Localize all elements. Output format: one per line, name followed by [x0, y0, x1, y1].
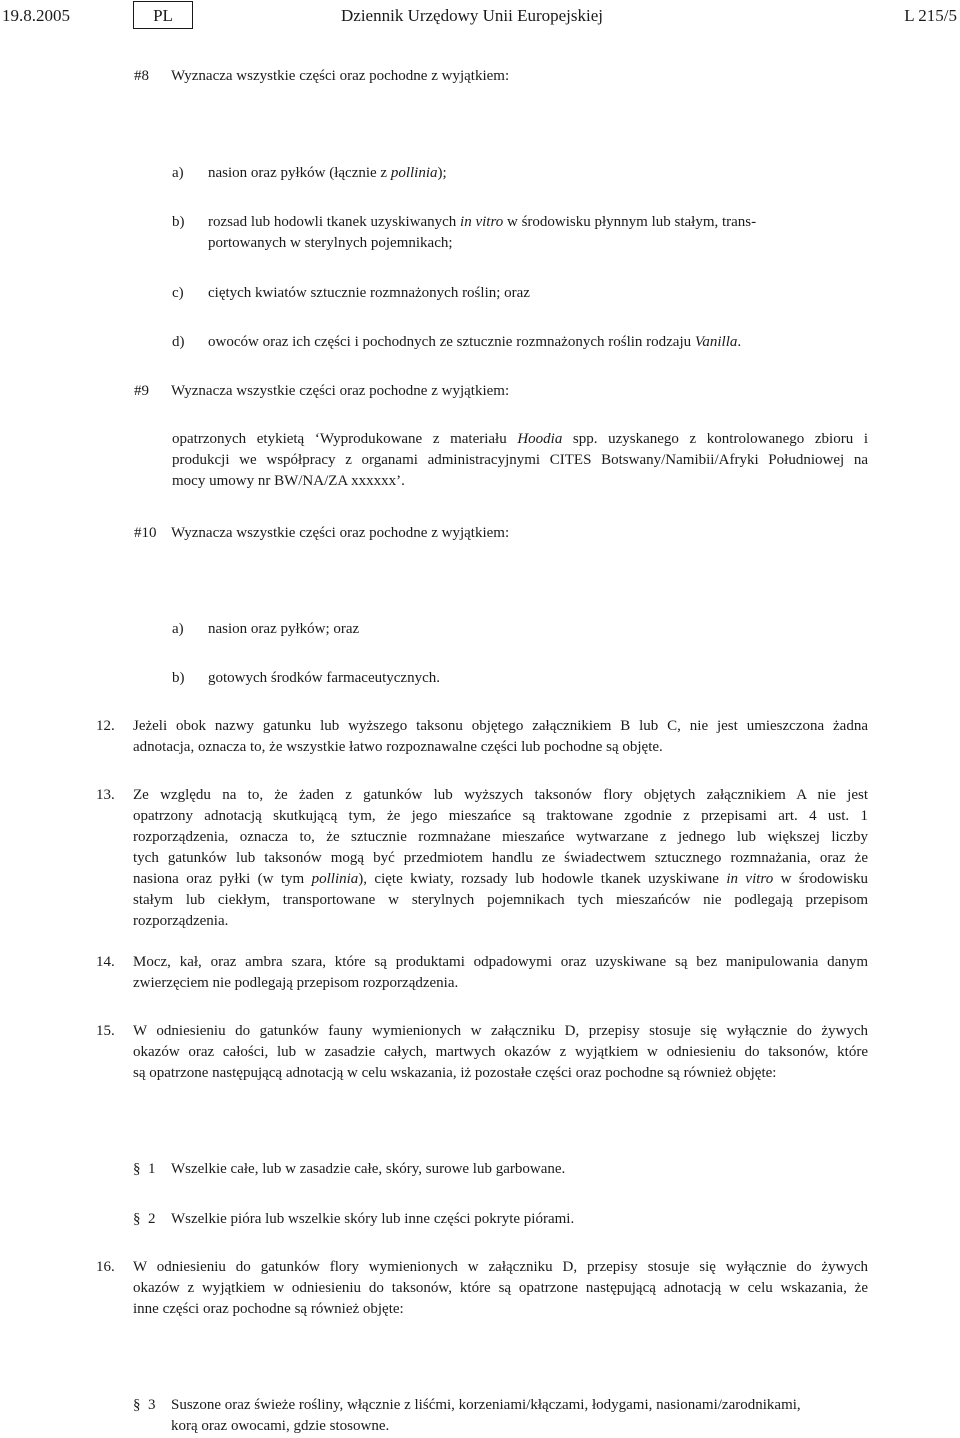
note-10-tag: #10 — [134, 525, 157, 541]
paragraph-14-line2: zwierzęciem nie podlegają przepisom rozporządzenia. — [133, 975, 459, 991]
paragraph-16-number: 16. — [96, 1259, 115, 1275]
section-sign-icon: § — [133, 1211, 141, 1227]
paragraph-14-line1: Mocz, kał, oraz ambra szara, które są produktami odpadowymi oraz uzyskiwane są bez manipulowania danym — [133, 954, 868, 970]
note-9-tag: #9 — [134, 383, 149, 399]
publication-date: 19.8.2005 — [2, 6, 70, 25]
paragraph-15-line1: W odniesieniu do gatunków fauny wymienionych w załączniku D, przepisy stosuje się wyłącznie do żywych — [133, 1023, 868, 1039]
annotation-1-text: Wszelkie całe, lub w zasadzie całe, skóry, surowe lub garbowane. — [171, 1161, 566, 1177]
paragraph-13 — [133, 785, 868, 932]
paragraph-13-number: 13. — [96, 787, 115, 803]
paragraph-12-line2: adnotacja, oznacza to, że wszystkie łatwo rozpoznawalne części lub pochodne są objęte. — [133, 739, 663, 755]
section-sign-icon: § — [133, 1161, 141, 1177]
list-label-a: a) — [172, 621, 184, 637]
paragraph-15-line3: są opatrzone następującą adnotacją w celu wskazania, iż pozostałe części oraz pochodne są również objęte: — [133, 1065, 777, 1081]
paragraph-16 — [133, 1257, 868, 1320]
paragraph-12-number: 12. — [96, 718, 115, 734]
note-8-item-d: owoców oraz ich części i pochodnych ze sztucznie rozmnażonych roślin rodzaju Vanilla. — [208, 334, 742, 350]
note-8-item-b-line1: rozsad lub hodowli tkanek uzyskiwanych in vitro w środowisku płynnym lub stałym, trans- — [208, 214, 757, 230]
list-label-d: d) — [172, 334, 185, 350]
paragraph-13-line5: nasiona oraz pyłki (w tym pollinia), cięte kwiaty, rozsady lub hodowle tkanek uzyskiwane in vitro w środowisku — [133, 871, 868, 887]
language-code: PL — [153, 6, 173, 25]
note-8-intro: Wyznacza wszystkie części oraz pochodne z wyjątkiem: — [171, 68, 510, 84]
paragraph-13-line1: Ze względu na to, że żaden z gatunków lub wyższych taksonów flory objętych załącznikiem A nie jest — [133, 787, 868, 803]
annotation-2-number: 2 — [148, 1211, 156, 1227]
annotation-3-line1: Suszone oraz świeże rośliny, włącznie z liśćmi, korzeniami/kłączami, łodygami, nasionami/zarodnikami, — [171, 1397, 801, 1413]
paragraph-16-line3: inne części oraz pochodne są również objęte: — [133, 1301, 404, 1317]
paragraph-15-line2: okazów oraz całości, lub w zasadzie całych, martwych okazów z wyjątkiem w odniesieniu do taksonów, które — [133, 1044, 868, 1060]
list-label-b: b) — [172, 670, 185, 686]
list-label-c: c) — [172, 285, 184, 301]
note-9-line1: opatrzonych etykietą ‘Wyprodukowane z materiału Hoodia spp. uzyskanego z kontrolowanego zbioru i — [172, 431, 868, 447]
paragraph-13-line2: opatrzony adnotacją skutkującą tym, że jego mieszańce są traktowane zgodnie z przepisami art. 4 ust. 1 — [133, 808, 868, 824]
note-8-tag: #8 — [134, 68, 149, 84]
note-10-item-a: nasion oraz pyłków; oraz — [208, 621, 360, 637]
paragraph-13-line7: rozporządzenia. — [133, 913, 229, 929]
language-box — [133, 1, 193, 29]
note-10-intro: Wyznacza wszystkie części oraz pochodne z wyjątkiem: — [171, 525, 510, 541]
annotation-3-line2: korą oraz owocami, gdzie stosowne. — [171, 1418, 390, 1434]
paragraph-13-line3: rozporządzenia, oznacza to, że sztucznie rozmnażane mieszańce wytwarzane z jednego lub większej liczby — [133, 829, 868, 845]
note-8-item-b-line2: portowanych w sterylnych pojemnikach; — [208, 235, 453, 251]
paragraph-12 — [133, 716, 868, 758]
paragraph-14 — [133, 952, 868, 994]
paragraph-13-line4: tych gatunków lub taksonów mogą być przedmiotem handlu ze świadectwem sztucznego rozmnażania, oraz że — [133, 850, 868, 866]
note-8-item-a: nasion oraz pyłków (łącznie z pollinia); — [208, 165, 447, 181]
paragraph-16-line1: W odniesieniu do gatunków flory wymienionych w załączniku D, przepisy stosuje się wyłącznie do żywych — [133, 1259, 868, 1275]
note-9-text — [172, 429, 868, 492]
list-label-b: b) — [172, 214, 185, 230]
note-9-line2: produkcji we współpracy z organami administracyjnymi CITES Botswany/Namibii/Afryki Południowej na — [172, 452, 868, 468]
note-8-item-c: ciętych kwiatów sztucznie rozmnażonych roślin; oraz — [208, 285, 530, 301]
note-10-item-b: gotowych środków farmaceutycznych. — [208, 670, 441, 686]
paragraph-16-line2: okazów z wyjątkiem w odniesieniu do taksonów, które są opatrzone następującą adnotacją w celu wskazania, że — [133, 1280, 868, 1296]
paragraph-15-number: 15. — [96, 1023, 115, 1039]
annotation-3-number: 3 — [148, 1397, 156, 1413]
paragraph-13-line6: stałym lub ciekłym, transportowane w sterylnych pojemnikach tych mieszańców nie podlegają przepisom — [133, 892, 868, 908]
note-9-intro: Wyznacza wszystkie części oraz pochodne z wyjątkiem: — [171, 383, 510, 399]
page-reference: L 215/5 — [904, 6, 957, 25]
journal-title: Dziennik Urzędowy Unii Europejskiej — [341, 6, 604, 25]
section-sign-icon: § — [133, 1397, 141, 1413]
paragraph-14-number: 14. — [96, 954, 115, 970]
annotation-1-number: 1 — [148, 1161, 156, 1177]
list-label-a: a) — [172, 165, 184, 181]
paragraph-15 — [133, 1021, 868, 1084]
note-9-line3: mocy umowy nr BW/NA/ZA xxxxxx’. — [172, 473, 405, 489]
annotation-2-text: Wszelkie pióra lub wszelkie skóry lub inne części pokryte piórami. — [171, 1211, 575, 1227]
paragraph-12-line1: Jeżeli obok nazwy gatunku lub wyższego taksonu objętego załącznikiem B lub C, nie jest umieszczona żadna — [133, 718, 868, 734]
